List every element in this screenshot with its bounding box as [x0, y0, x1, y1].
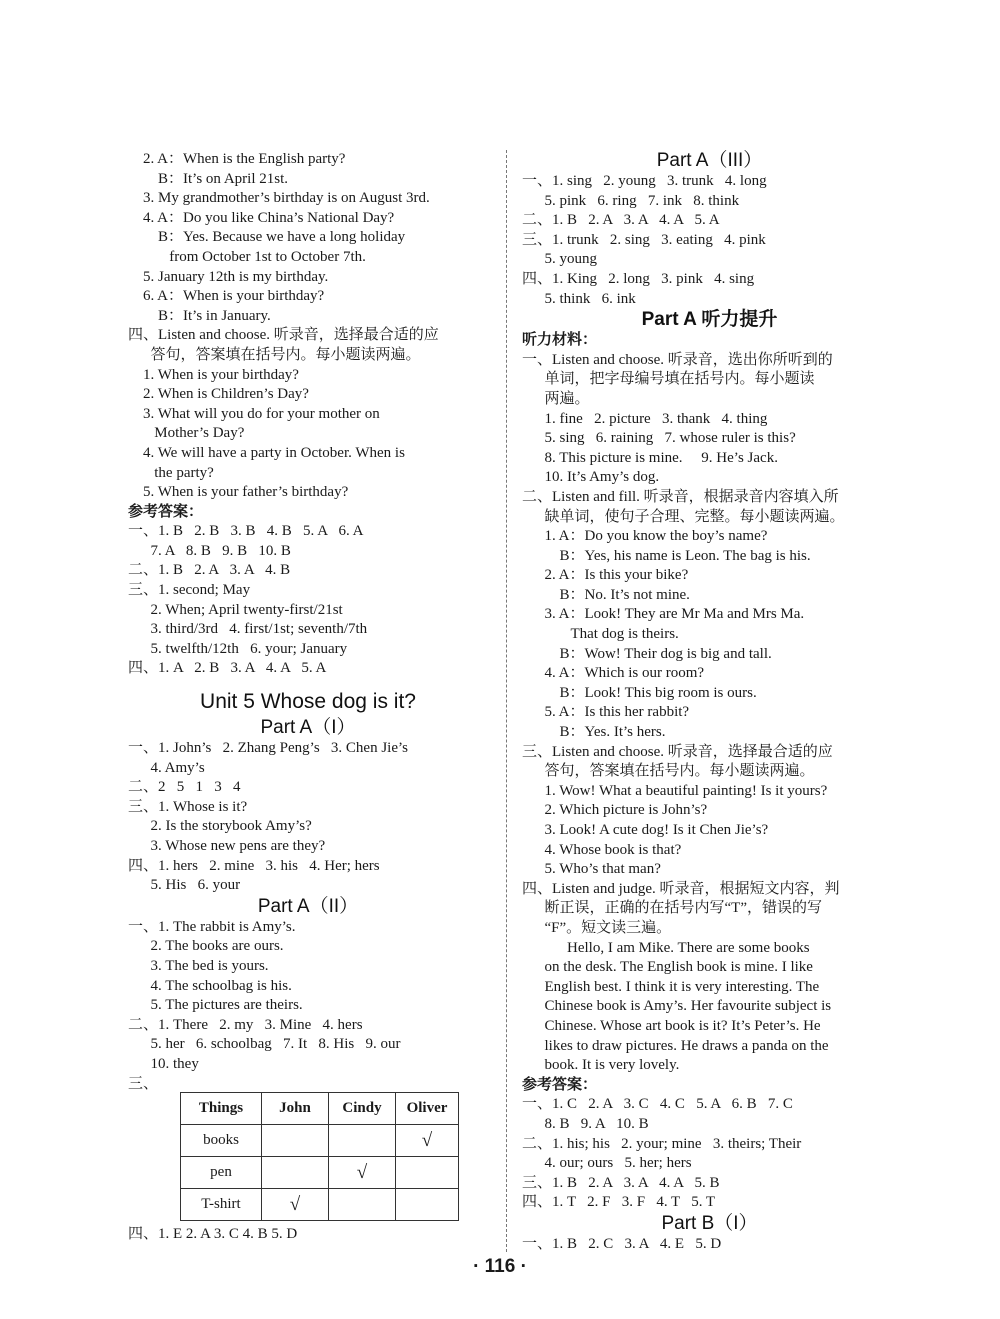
text-line: 三、1. Whose is it? [128, 798, 248, 815]
text-line: 三、 [128, 1075, 159, 1092]
text-line: 3. Whose new pens are they? [128, 838, 326, 854]
text-line: 一、1. John’s 2. Zhang Peng’s 3. Chen Jie’s [128, 740, 408, 757]
text-line: 一、Listen and choose. 听录音，选出你所听到的 [522, 351, 833, 368]
part-a-1-lines [128, 739, 488, 896]
left-top-lines [128, 150, 488, 503]
text-line: 5. think 6. ink [522, 290, 636, 307]
left-answer-lines [128, 522, 488, 679]
text-line: 1. Wow! What a beautiful painting! Is it yours? [522, 782, 828, 799]
text-line: 5. pink 6. ring 7. ink 8. think [522, 192, 740, 209]
table-row [181, 1125, 459, 1157]
table-answers-line: 四、1. E 2. A 3. C 4. B 5. D [128, 1226, 298, 1243]
text-line: B：No. It’s not mine. [522, 586, 690, 603]
text-line: B：It’s on April 21st. [128, 170, 289, 187]
text-line: 二、Listen and fill. 听录音，根据录音内容填入所 [522, 488, 839, 505]
part-a-3-lines [522, 172, 897, 309]
text-line: 4. The schoolbag is his. [128, 977, 292, 994]
text-line: 一、1. sing 2. young 3. trunk 4. long [522, 173, 767, 189]
text-line: 6. A：When is your birthday? [128, 288, 325, 305]
table-cell [329, 1125, 396, 1157]
text-line: 断正误，正确的在括号内写“T”，错误的写 [522, 900, 822, 917]
text-line: 1. A：Do you know the boy’s name? [522, 528, 768, 545]
text-line: 5. twelfth/12th 6. your; January [128, 640, 348, 657]
text-line: 答句，答案填在括号内。每小题读两遍。 [522, 763, 815, 780]
text-line: B：Yes. It’s hers. [522, 724, 666, 741]
text-line: 1. fine 2. picture 3. thank 4. thing [522, 410, 768, 427]
text-line: 三、Listen and choose. 听录音，选择最合适的应 [522, 743, 833, 760]
text-line: 一、1. B 2. C 3. A 4. E 5. D [522, 1235, 722, 1252]
text-line: 3. What will you do for your mother on [128, 405, 380, 422]
text-line: 4. our; ours 5. her; hers [522, 1155, 692, 1172]
table-header-cell: Cindy [329, 1093, 396, 1125]
column-divider [506, 150, 507, 1252]
text-line: 2. When is Children’s Day? [128, 386, 309, 403]
text-line: 答句，答案填在括号内。每小题读两遍。 [128, 346, 421, 363]
text-line: English best. I think it is very interesting. The [522, 978, 820, 995]
text-line: 5. young [522, 251, 597, 268]
checkmark-cell: √ [329, 1157, 396, 1189]
listening-answer-lines [522, 1095, 897, 1213]
right-column [522, 150, 897, 1254]
text-line: 3. The bed is yours. [128, 957, 269, 974]
text-line: 5. sing 6. raining 7. whose ruler is this? [522, 430, 796, 447]
text-line: 7. A 8. B 9. B 10. B [128, 542, 291, 559]
text-line: 四、1. hers 2. mine 3. his 4. Her; hers [128, 857, 380, 874]
text-line: 单词，把字母编号填在括号内。每小题读 [522, 371, 815, 388]
text-line: 4. We will have a party in October. When is [128, 444, 405, 461]
text-line: “F”。短文读三遍。 [522, 919, 672, 936]
text-line: book. It is very lovely. [522, 1057, 680, 1074]
text-line: Chinese. Whose art book is it? It’s Peter’s. He [522, 1017, 821, 1034]
text-line: 8. B 9. A 10. B [522, 1115, 649, 1132]
listening-title: Part A 听力提升 [641, 309, 778, 331]
text-line: B：It’s in January. [128, 307, 271, 324]
text-line: Chinese book is Amy’s. Her favourite subject is [522, 998, 832, 1015]
table-header-row [181, 1093, 459, 1125]
part-b-1-title: Part B（I） [661, 1212, 758, 1234]
text-line: 4. Whose book is that? [522, 841, 682, 858]
text-line: 4. A：Which is our room? [522, 665, 705, 682]
text-line: 1. When is your birthday? [128, 366, 299, 383]
table-cell: pen [181, 1157, 262, 1189]
text-line: 2. When; April twenty-first/21st [128, 601, 343, 618]
text-line: 5. A：Is this her rabbit? [522, 704, 690, 721]
text-line: 四、1. A 2. B 3. A 4. A 5. A [128, 660, 327, 677]
things-table [180, 1092, 459, 1221]
table-header-cell: John [262, 1093, 329, 1125]
text-line: on the desk. The English book is mine. I like [522, 959, 813, 976]
table-header-cell: Things [181, 1093, 262, 1125]
text-line: 5. January 12th is my birthday. [128, 268, 329, 285]
text-line: 2. A：Is this your bike? [522, 567, 689, 584]
text-line: 2. Is the storybook Amy’s? [128, 818, 312, 835]
text-line: 8. This picture is mine. 9. He’s Jack. [522, 449, 778, 466]
text-line: 4. Amy’s [128, 759, 205, 776]
text-line: 4. A：Do you like China’s National Day? [128, 209, 395, 226]
answers-label-right: 参考答案： [522, 1076, 598, 1093]
text-line: 二、1. B 2. A 3. A 4. A 5. A [522, 212, 720, 229]
text-line: 二、1. B 2. A 3. A 4. B [128, 562, 291, 579]
text-line: 四、1. King 2. long 3. pink 4. sing [522, 270, 755, 287]
text-line: 一、1. B 2. B 3. B 4. B 5. A 6. A [128, 523, 364, 540]
text-line: 3. My grandmother’s birthday is on August 3rd. [128, 190, 430, 207]
table-cell [396, 1157, 459, 1189]
text-line: 5. When is your father’s birthday? [128, 484, 349, 501]
answers-label-left: 参考答案： [128, 503, 204, 520]
material-label: 听力材料： [522, 332, 598, 349]
table-cell [262, 1157, 329, 1189]
part-b-1-lines [522, 1235, 897, 1255]
table-row [181, 1157, 459, 1189]
text-line: 二、1. There 2. my 3. Mine 4. hers [128, 1016, 363, 1033]
checkmark-cell: √ [262, 1189, 329, 1221]
text-line: B：Wow! Their dog is big and tall. [522, 645, 772, 662]
text-line: 5. Who’s that man? [522, 861, 661, 878]
part-a-1-title: Part A（I） [260, 717, 356, 739]
table-header-cell: Oliver [396, 1093, 459, 1125]
page-number: · 116 · [473, 1256, 527, 1277]
text-line: 四、Listen and choose. 听录音，选择最合适的应 [128, 327, 439, 344]
text-line: 2. Which picture is John’s? [522, 802, 708, 819]
table-row [181, 1189, 459, 1221]
text-line: 5. The pictures are theirs. [128, 997, 303, 1014]
table-cell [262, 1125, 329, 1157]
text-line: 3. third/3rd 4. first/1st; seventh/7th [128, 621, 368, 638]
text-line: 三、1. trunk 2. sing 3. eating 4. pink [522, 231, 766, 248]
text-line: 二、2 5 1 3 4 [128, 779, 241, 796]
text-line: 缺单词，使句子合理、完整。每小题读两遍。 [522, 508, 845, 525]
text-line: 2. The books are ours. [128, 938, 284, 955]
text-line: 5. her 6. schoolbag 7. It 8. His 9. our [128, 1036, 401, 1053]
text-line: 二、1. his; his 2. your; mine 3. theirs; Their [522, 1135, 802, 1152]
part-a-2-title: Part A（II） [257, 895, 359, 917]
text-line: 一、1. C 2. A 3. C 4. C 5. A 6. B 7. C [522, 1096, 793, 1113]
text-line: B：Yes, his name is Leon. The bag is his. [522, 547, 811, 564]
text-line: Hello, I am Mike. There are some books [522, 939, 810, 956]
text-line: 三、1. B 2. A 3. A 4. A 5. B [522, 1174, 720, 1191]
part-a-2-lines [128, 918, 488, 1094]
text-line: B：Look! This big room is ours. [522, 684, 757, 701]
text-line: B：Yes. Because we have a long holiday [128, 229, 406, 246]
text-line: from October 1st to October 7th. [128, 248, 366, 265]
text-line: 10. It’s Amy’s dog. [522, 469, 660, 486]
text-line: 3. A：Look! They are Mr Ma and Mrs Ma. [522, 606, 805, 623]
text-line: the party? [128, 464, 214, 481]
text-line: 3. Look! A cute dog! Is it Chen Jie’s? [522, 822, 769, 838]
table-cell: T-shirt [181, 1189, 262, 1221]
left-column [128, 150, 488, 1245]
part-a-3-title: Part A（III） [656, 150, 763, 171]
text-line: 2. A：When is the English party? [128, 151, 346, 167]
text-line: 四、Listen and judge. 听录音，根据短文内容，判 [522, 880, 840, 897]
text-line: likes to draw pictures. He draws a panda on the [522, 1037, 829, 1054]
text-line: 5. His 6. your [128, 877, 241, 894]
table-cell [396, 1189, 459, 1221]
listening-lines [522, 351, 897, 1076]
table-cell [329, 1189, 396, 1221]
text-line: 一、1. The rabbit is Amy’s. [128, 918, 296, 935]
text-line: That dog is theirs. [522, 626, 679, 643]
checkmark-cell: √ [396, 1125, 459, 1157]
table-cell: books [181, 1125, 262, 1157]
text-line: 10. they [128, 1055, 199, 1072]
unit-title: Unit 5 Whose dog is it? [200, 690, 416, 714]
text-line: 两遍。 [522, 390, 590, 407]
text-line: Mother’s Day? [128, 425, 245, 442]
text-line: 四、1. T 2. F 3. F 4. T 5. T [522, 1194, 716, 1211]
text-line: 三、1. second; May [128, 582, 251, 599]
